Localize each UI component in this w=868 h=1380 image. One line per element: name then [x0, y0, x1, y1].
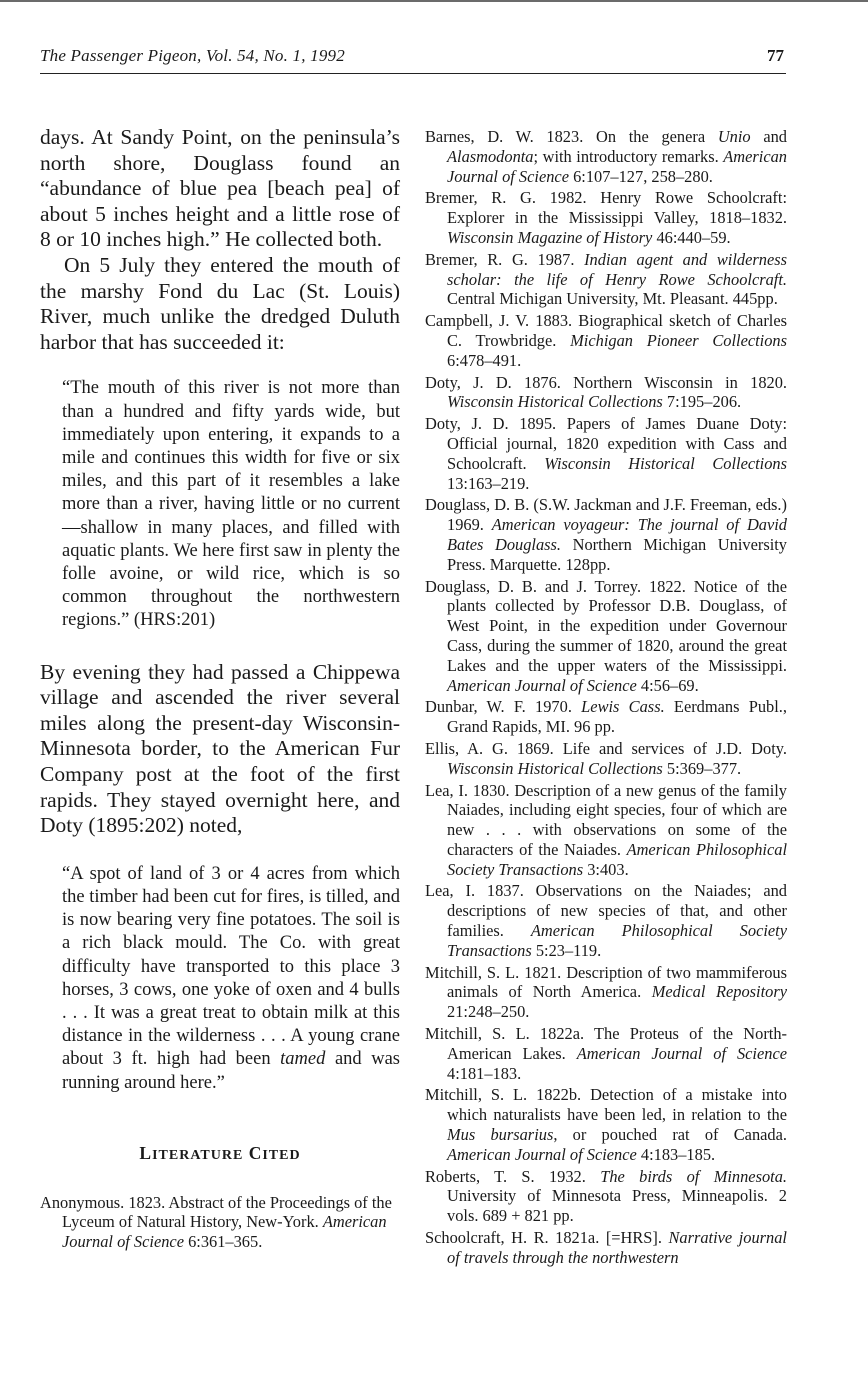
page-number: 77 [767, 46, 784, 65]
quote-text-a: “A spot of land of 3 or 4 acres from which the timber had been cut for fires, is tilled, and is now bearing very fine potatoes. The soil is a rich black mould. The Co. with great difficulty have transported to this place 3 horses, 3 cows, one yoke of oxen and 4 bulls . . . It was a great treat to obtain milk at this distance in the wilderness . . . A young crane about 3 ft. high had been [62, 863, 400, 1070]
ref-text: Schoolcraft, H. R. 1821a. [=HRS]. [425, 1228, 669, 1248]
heading-cap-1: L [139, 1142, 153, 1163]
ref-publisher: University of Minnesota Press, Minneapolis. 2 vols. 689 + 821 pp. [447, 1186, 787, 1226]
reference-mitchill-1822b [425, 1085, 787, 1164]
reference-lea-1830 [425, 781, 787, 880]
quote-text-b: and was running around here.” [62, 1049, 400, 1093]
header-rule [40, 73, 786, 74]
ref-title: Indian agent and wilderness scholar: the life of Henry Rowe Schoolcraft. [447, 249, 787, 289]
ref-title: Lewis Cass. [581, 697, 665, 717]
ref-genus: Unio [717, 127, 751, 146]
ref-journal: American Philosophical Society Transactions [447, 921, 788, 960]
paragraph-evening: By evening they had passed a Chippewa village and ascended the river several miles along the present-day Wisconsin-Minnesota border, to the American Fur Company post at the foot of the first rapids. They stayed overnight here, and Doty (1895:202) noted, [40, 659, 400, 838]
ref-journal: American Philosophical Society Transactions [447, 839, 788, 879]
ref-text: and [750, 127, 788, 146]
ref-journal: Michigan Pioneer Collections [570, 330, 788, 350]
reference-douglass-1969 [425, 495, 787, 574]
ref-text: Lea, I. 1837. Observations on the Naiades; and descriptions of new species of that, and other families. [425, 881, 787, 941]
reference-bremer-1982 [425, 188, 787, 247]
ref-journal: American Journal of Science [447, 1144, 637, 1164]
ref-text: Mitchill, S. L. 1822a. The Proteus of the North-American Lakes. [425, 1024, 787, 1063]
reference-anonymous [40, 1193, 400, 1251]
ref-journal: Wisconsin Historical Collections [544, 453, 787, 473]
reference-bremer-1987 [425, 250, 787, 309]
ref-text: Doty, J. D. 1895. Papers of James Duane Doty: Official journal, 1820 expedition with Cass and Schoolcraft. [425, 414, 787, 473]
reference-barnes [425, 127, 787, 186]
ref-text: Dunbar, W. F. 1970. [425, 697, 582, 717]
ref-volume: 6:478–491. [447, 350, 522, 370]
reference-doty-1895 [425, 414, 787, 493]
reference-doty-1876 [425, 373, 787, 413]
ref-text: Bremer, R. G. 1982. Henry Rowe Schoolcraft: Explorer in the Mississippi Valley, 1818–1832. [425, 188, 787, 228]
heading-small-2: ITED [262, 1147, 301, 1163]
ref-text: Barnes, D. W. 1823. On the genera [425, 127, 718, 146]
ref-journal: Wisconsin Magazine of History [447, 227, 653, 247]
reference-ellis [425, 739, 787, 779]
reference-douglass-torrey [425, 577, 787, 696]
ref-volume: 21:248–250. [447, 1002, 530, 1022]
left-column [40, 125, 400, 1251]
top-rule [0, 0, 868, 2]
ref-title: Narrative journal of travels through the northwestern [447, 1228, 787, 1267]
reference-mitchill-1821 [425, 963, 787, 1022]
ref-title: American voyageur: The journal of David Bates Douglass. [447, 515, 787, 554]
ref-text: Mitchill, S. L. 1821. Description of two mammiferous animals of North America. [425, 962, 787, 1002]
paragraph-sandy-point: days. At Sandy Point, on the peninsula’s north shore, Douglass found an “abundance of blue pea [beach pea] of about 5 inches height and a little rose of 8 or 10 inches high.” He collected both. [40, 125, 400, 252]
ref-journal: American Journal of Science [447, 675, 637, 695]
ref-volume: 6:361–365. [183, 1231, 263, 1251]
block-quote-potatoes [62, 863, 400, 1095]
ref-journal: American Journal of Science [62, 1212, 387, 1251]
ref-text: Douglass, D. B. and J. Torrey. 1822. Notice of the plants collected by Professor D.B. Douglass, of West Point, in the expedition under Governour Cass, during the summer of 1820, around the great Lakes and the upper waters of the Mississippi. [425, 576, 787, 675]
ref-title: The birds of Minnesota. [600, 1166, 787, 1186]
reference-roberts [425, 1167, 787, 1226]
running-head [40, 46, 786, 70]
ref-publisher: Central Michigan University, Mt. Pleasant. 445pp. [447, 289, 778, 309]
journal-title: The Passenger Pigeon, Vol. 54, No. 1, 1992 [40, 46, 345, 65]
quote-emphasis: tamed [280, 1049, 326, 1070]
ref-volume: 3:403. [583, 859, 629, 879]
ref-genus: Alasmodonta [447, 146, 534, 166]
ref-text: Ellis, A. G. 1869. Life and services of J.D. Doty. [425, 738, 787, 758]
section-heading-literature-cited [40, 1143, 400, 1164]
ref-journal: Wisconsin Historical Collections [447, 758, 663, 778]
ref-volume: 13:163–219. [447, 473, 530, 493]
heading-small-1: ITERATURE [152, 1147, 244, 1163]
ref-volume: 4:181–183. [447, 1063, 522, 1083]
reference-lea-1837 [425, 881, 787, 960]
heading-cap-2: C [248, 1142, 263, 1163]
reference-dunbar [425, 697, 787, 737]
ref-text: Doty, J. D. 1876. Northern Wisconsin in 1820. [425, 372, 787, 392]
ref-volume: 4:183–185. [636, 1144, 716, 1164]
ref-text: ; with introductory remarks. [533, 146, 724, 166]
ref-journal: American Journal of Science [447, 146, 787, 186]
block-quote-river: “The mouth of this river is not more than than a hundred and fifty yards wide, but immediately upon entering, it expands to a mile and continues this width for five or six miles, and this part of it resembles a lake more than a river, having little or no current—shallow in many places, and filled with aquatic plants. We here first saw in plenty the folle avoine, or wild rice, which is so common throughout the northwestern regions.” (HRS:201) [62, 378, 400, 631]
ref-journal: Wisconsin Historical Collections [447, 392, 663, 412]
ref-text: Mitchill, S. L. 1822b. Detection of a mistake into which naturalists have been led, in relation to the [425, 1085, 787, 1125]
ref-text: Douglass, D. B. (S.W. Jackman and J.F. Freeman, eds.) 1969. [425, 495, 787, 535]
ref-volume: 6:107–127, 258–280. [568, 166, 713, 186]
ref-text: Campbell, J. V. 1883. Biographical sketch of Charles C. Trowbridge. [425, 311, 787, 350]
paragraph-fond-du-lac: On 5 July they entered the mouth of the marshy Fond du Lac (St. Louis) River, much unlike the dredged Duluth harbor that has succeeded it: [40, 252, 400, 354]
ref-text: Lea, I. 1830. Description of a new genus of the family Naiades, including eight species, four of which are new . . . with observations on some of the characters of the Naiades. [425, 780, 787, 859]
reference-mitchill-1822a [425, 1024, 787, 1083]
ref-volume: 46:440–59. [652, 227, 731, 247]
ref-journal: Medical Repository [651, 982, 787, 1002]
ref-text: Bremer, R. G. 1987. [425, 249, 585, 269]
right-column-references [425, 127, 787, 1270]
ref-journal: American Journal of Science [576, 1043, 787, 1063]
ref-volume: 7:195–206. [662, 392, 742, 412]
ref-publisher: Eerdmans Publ., Grand Rapids, MI. 96 pp. [447, 697, 787, 737]
reference-campbell [425, 311, 787, 370]
ref-species: Mus bursarius [447, 1125, 554, 1145]
ref-volume: 5:369–377. [662, 758, 742, 778]
ref-text: Anonymous. 1823. Abstract of the Proceedings of the Lyceum of Natural History, New-York. [40, 1192, 392, 1232]
ref-text: Roberts, T. S. 1932. [425, 1166, 601, 1186]
reference-schoolcraft-1821a [425, 1228, 787, 1268]
ref-volume: 4:56–69. [636, 675, 699, 695]
ref-publisher: Northern Michigan University Press. Marquette. 128pp. [447, 534, 787, 574]
ref-text: , or pouched rat of Canada. [553, 1125, 787, 1145]
ref-volume: 5:23–119. [531, 940, 602, 960]
